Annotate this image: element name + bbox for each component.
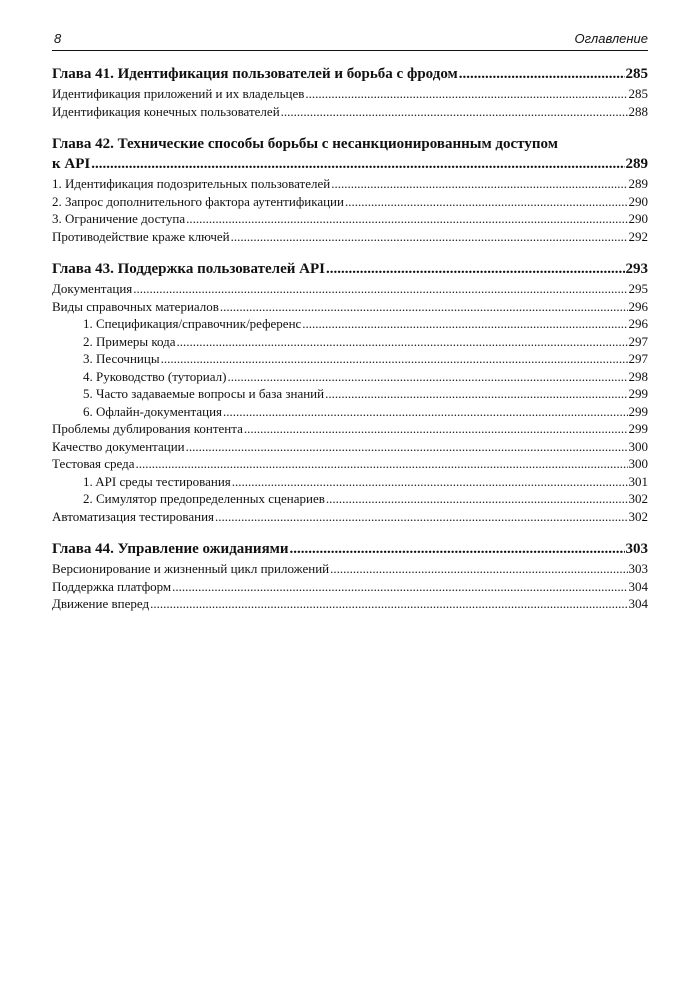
toc-subentry[interactable] xyxy=(52,403,648,421)
entry-title: Противодействие краже ключей xyxy=(52,228,230,244)
dot-leader xyxy=(302,315,627,333)
toc-entry[interactable] xyxy=(52,210,648,228)
chapter-heading[interactable] xyxy=(52,64,648,84)
chapter-title: Глава 41. Идентификация пользователей и борьба с фродом xyxy=(52,66,458,82)
toc-subentry[interactable] xyxy=(52,368,648,386)
entry-title: Идентификация конечных пользователей xyxy=(52,103,280,119)
entry-title: 6. Офлайн-документация xyxy=(83,403,223,419)
toc-entry[interactable] xyxy=(52,298,648,316)
entry-page: 299 xyxy=(628,386,648,401)
entry-page: 302 xyxy=(628,491,648,506)
chapter-heading[interactable] xyxy=(52,259,648,279)
entry-page: 302 xyxy=(628,508,648,524)
running-header xyxy=(52,30,648,51)
entry-title: 1. Спецификация/справочник/референс xyxy=(83,316,302,331)
entry-title: 2. Симулятор предопределенных сценариев xyxy=(83,491,325,506)
entry-page: 300 xyxy=(628,438,648,454)
dot-leader xyxy=(459,64,625,84)
toc-subentry[interactable] xyxy=(52,350,648,368)
section-title: Оглавление xyxy=(574,31,648,46)
dot-leader xyxy=(220,298,628,316)
chapter-43 xyxy=(52,259,648,525)
toc-entry[interactable] xyxy=(52,438,648,456)
chapter-title-line-2: к API xyxy=(52,156,91,172)
entry-title: Виды справочных материалов xyxy=(52,298,219,314)
toc-subentry[interactable] xyxy=(52,385,648,403)
toc-entry[interactable] xyxy=(52,455,648,473)
chapter-heading[interactable] xyxy=(52,539,648,559)
table-of-contents xyxy=(52,64,648,627)
dot-leader xyxy=(281,103,628,121)
chapter-page: 293 xyxy=(625,261,648,277)
chapter-42 xyxy=(52,134,648,245)
entry-page: 303 xyxy=(628,561,648,576)
entry-title: 3. Ограничение доступа xyxy=(52,211,186,226)
toc-entry[interactable] xyxy=(52,280,648,298)
entry-page: 298 xyxy=(628,368,648,384)
entry-title: 1. Идентификация подозрительных пользователей xyxy=(52,176,331,191)
entry-page: 304 xyxy=(628,596,648,611)
dot-leader xyxy=(231,228,628,246)
entry-title: Документация xyxy=(52,281,133,296)
entry-page: 288 xyxy=(628,103,648,119)
chapter-page: 303 xyxy=(625,541,648,557)
dot-leader xyxy=(326,259,625,279)
toc-entry[interactable] xyxy=(52,228,648,246)
entry-page: 301 xyxy=(628,473,648,489)
dot-leader xyxy=(290,539,625,559)
entry-page: 296 xyxy=(628,298,648,314)
entry-title: 4. Руководство (туториал) xyxy=(83,368,227,384)
toc-entry[interactable] xyxy=(52,175,648,193)
toc-subentry[interactable] xyxy=(52,490,648,508)
entry-title: 2. Запрос дополнительного фактора аутентификации xyxy=(52,193,344,209)
dot-leader xyxy=(177,333,628,351)
entry-page: 296 xyxy=(628,316,648,331)
page-number: 8 xyxy=(54,31,62,46)
dot-leader xyxy=(244,420,628,438)
chapter-title: Глава 44. Управление ожиданиями xyxy=(52,541,289,557)
toc-entry[interactable] xyxy=(52,595,648,613)
dot-leader xyxy=(91,154,624,174)
entry-page: 299 xyxy=(628,421,648,436)
entry-page: 297 xyxy=(628,351,648,366)
dot-leader xyxy=(150,595,627,613)
dot-leader xyxy=(133,280,627,298)
dot-leader xyxy=(305,85,627,103)
entry-title: 3. Песочницы xyxy=(83,351,160,366)
entry-page: 285 xyxy=(628,86,648,101)
entry-page: 304 xyxy=(628,578,648,594)
chapter-heading[interactable] xyxy=(52,154,648,174)
toc-subentry[interactable] xyxy=(52,333,648,351)
toc-entry[interactable] xyxy=(52,560,648,578)
dot-leader xyxy=(186,438,628,456)
chapter-41 xyxy=(52,64,648,120)
entry-page: 297 xyxy=(628,333,648,349)
dot-leader xyxy=(136,455,628,473)
entry-page: 290 xyxy=(628,211,648,226)
dot-leader xyxy=(326,490,628,508)
entry-title: 5. Часто задаваемые вопросы и база знаний xyxy=(83,386,325,401)
entry-title: Поддержка платформ xyxy=(52,578,172,594)
entry-page: 300 xyxy=(628,456,648,471)
entry-title: Качество документации xyxy=(52,438,185,454)
entry-title: 2. Примеры кода xyxy=(83,333,176,349)
dot-leader xyxy=(172,578,627,596)
dot-leader xyxy=(227,368,627,386)
entry-title: Проблемы дублирования контента xyxy=(52,421,243,436)
toc-entry[interactable] xyxy=(52,578,648,596)
entry-page: 299 xyxy=(628,403,648,419)
entry-page: 292 xyxy=(628,228,648,244)
entry-title: 1. API среды тестирования xyxy=(83,473,231,489)
entry-title: Автоматизация тестирования xyxy=(52,508,215,524)
dot-leader xyxy=(186,210,627,228)
toc-entry[interactable] xyxy=(52,85,648,103)
chapter-title: Глава 43. Поддержка пользователей API xyxy=(52,261,325,277)
chapter-title-line-1[interactable]: Глава 42. Технические способы борьбы с несанкционированным доступом xyxy=(52,136,558,152)
toc-subentry[interactable] xyxy=(52,473,648,491)
entry-title: Движение вперед xyxy=(52,596,150,611)
entry-title: Идентификация приложений и их владельцев xyxy=(52,86,305,101)
dot-leader xyxy=(215,508,627,526)
toc-entry[interactable] xyxy=(52,420,648,438)
dot-leader xyxy=(325,385,627,403)
toc-entry[interactable] xyxy=(52,508,648,526)
dot-leader xyxy=(331,175,627,193)
chapter-44 xyxy=(52,539,648,613)
entry-page: 289 xyxy=(628,176,648,191)
entry-page: 295 xyxy=(628,281,648,296)
chapter-page: 289 xyxy=(625,156,648,172)
chapter-page: 285 xyxy=(625,66,648,82)
dot-leader xyxy=(223,403,627,421)
dot-leader xyxy=(232,473,628,491)
entry-title: Версионирование и жизненный цикл приложений xyxy=(52,561,330,576)
entry-page: 290 xyxy=(628,193,648,209)
dot-leader xyxy=(161,350,628,368)
toc-entry[interactable] xyxy=(52,103,648,121)
dot-leader xyxy=(345,193,628,211)
dot-leader xyxy=(330,560,627,578)
toc-subentry[interactable] xyxy=(52,315,648,333)
entry-title: Тестовая среда xyxy=(52,456,135,471)
toc-entry[interactable] xyxy=(52,193,648,211)
